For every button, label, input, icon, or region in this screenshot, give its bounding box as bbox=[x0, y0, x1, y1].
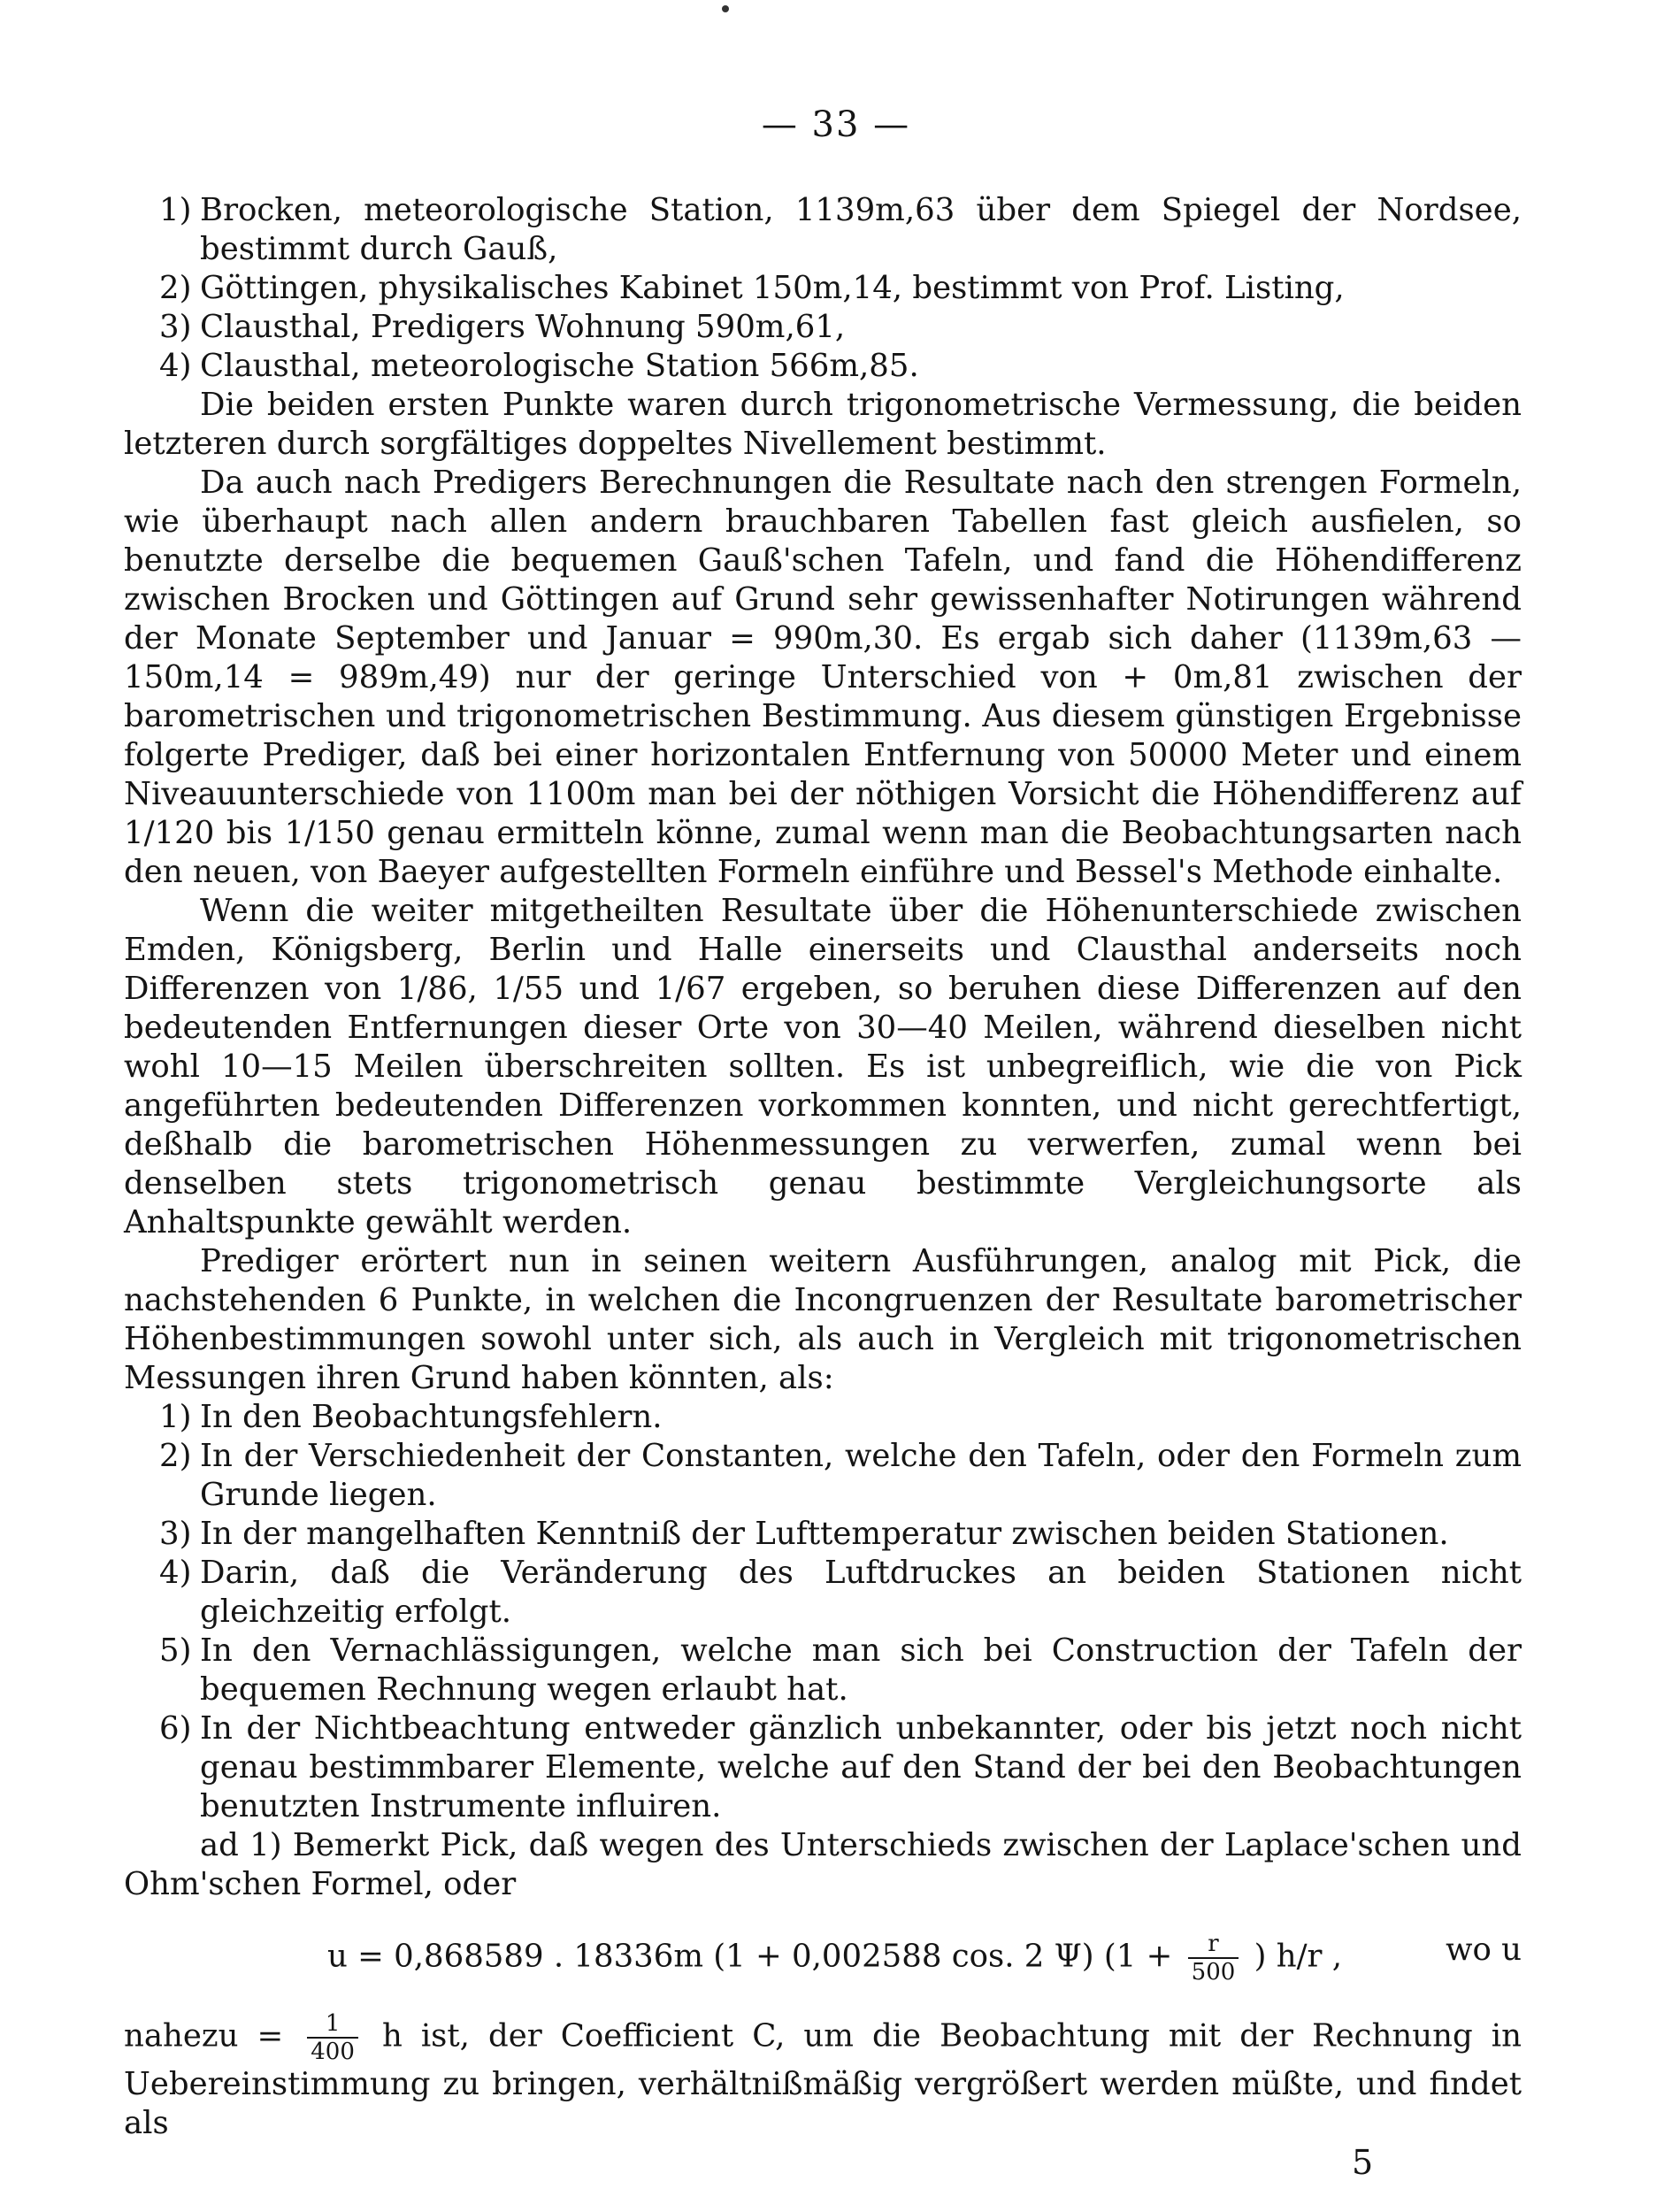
list-item bbox=[124, 347, 1522, 386]
paragraphs-a bbox=[124, 386, 1522, 1398]
list-item bbox=[124, 1709, 1522, 1826]
nearly-paragraph bbox=[124, 2010, 1522, 2143]
list-item bbox=[124, 1554, 1522, 1632]
list-item bbox=[124, 191, 1522, 269]
nearly-fraction-bottom: 400 bbox=[311, 2039, 355, 2065]
list-item bbox=[124, 1515, 1522, 1554]
list-item-text: Göttingen, physikalisches Kabinet 150m,14, bestimmt von Prof. Listing, bbox=[200, 270, 1345, 306]
list-item-text: In der Verschiedenheit der Constanten, welche den Tafeln, oder den Formeln zum Grunde liegen. bbox=[200, 1438, 1522, 1513]
page-number: — 33 — bbox=[761, 104, 911, 145]
list-item-number: 3) bbox=[159, 1516, 192, 1552]
paragraph: Da auch nach Predigers Berechnungen die Resultate nach den strengen Formeln, wie überhaupt nach allen andern brauchbaren Tabellen fast gleich ausfielen, so benutzte derselbe die bequemen Gauß'schen Tafeln, und fand die Höhendifferenz zwischen Brocken und Göttingen auf Grund sehr gewissenhafter Notirungen während der Monate September und Januar = 990m,30. Es ergab sich daher (1139m,63 — 150m,14 = 989m,49) nur der geringe Unterschied von + 0m,81 zwischen der barometrischen und trigonometrischen Bestimmung. Aus diesem günstigen Ergebnisse folgerte Prediger, daß bei einer horizontalen Entfernung von 50000 Meter und einem Niveauunterschiede von 1100m man bei der nöthigen Vorsicht die Höhendifferenz auf 1/120 bis 1/150 genau ermitteln könne, zumal wenn man die Beobachtungsarten nach den neuen, von Baeyer aufgestellten Formeln einführe und Bessel's Methode einhalte. bbox=[124, 465, 1522, 890]
formula-tail: wo u bbox=[1446, 1932, 1522, 1968]
paragraph: Wenn die weiter mitgetheilten Resultate über die Höhenunterschiede zwischen Emden, Königsberg, Berlin und Halle einerseits und Clausthal anderseits noch Differenzen von 1/86, 1/55 und 1/67 ergeben, so beruhen diese Differenzen auf den bedeutenden Entfernungen dieser Orte von 30—40 Meilen, während dieselben nicht wohl 10—15 Meilen überschreiten sollten. Es ist unbegreiflich, wie die von Pick angeführten bedeutenden Differenzen vorkommen konnten, und nicht gerechtfertigt, deßhalb die barometrischen Höhenmessungen zu verwerfen, zumal wenn bei denselben stets trigonometrisch genau bestimmte Vergleichungsorte als Anhaltspunkte gewählt werden. bbox=[124, 893, 1522, 1240]
list-item-text: In den Vernachlässigungen, welche man sich bei Construction der Tafeln der bequemen Rechnung wegen erlaubt hat. bbox=[200, 1632, 1522, 1708]
list-item-number: 3) bbox=[159, 309, 192, 345]
signature-mark: 5 bbox=[1352, 2143, 1374, 2182]
list-item-text: Brocken, meteorologische Station, 1139m,63 über dem Spiegel der Nordsee, bestimmt durch Gauß, bbox=[200, 192, 1522, 267]
ink-spot bbox=[722, 5, 729, 12]
list-item-number: 2) bbox=[159, 1438, 192, 1474]
list-item bbox=[124, 269, 1522, 308]
list-item-text: In der Nichtbeachtung entweder gänzlich unbekannter, oder bis jetzt noch nicht genau bestimmbarer Elemente, welche auf den Stand der bei den Beobachtungen benutzten Instrumente influiren. bbox=[200, 1710, 1522, 1824]
list-item-text: Clausthal, Predigers Wohnung 590m,61, bbox=[200, 309, 846, 345]
formula-fraction-top: r bbox=[1188, 1931, 1239, 1959]
list-item-text: Darin, daß die Veränderung des Luftdruckes an beiden Stationen nicht gleichzeitig erfolgt. bbox=[200, 1555, 1522, 1630]
list-item-text: In den Beobachtungsfehlern. bbox=[200, 1399, 663, 1435]
list-item-number: 1) bbox=[159, 1399, 192, 1435]
list-item bbox=[124, 1437, 1522, 1515]
paragraph-ad1: ad 1) Bemerkt Pick, daß wegen des Unterschieds zwischen der Laplace'schen und Ohm'schen Formel, oder bbox=[124, 1827, 1522, 1902]
list-item-number: 1) bbox=[159, 192, 192, 228]
nearly-before: nahezu = bbox=[124, 2017, 303, 2055]
body-text bbox=[124, 191, 1522, 2141]
list-item bbox=[124, 1632, 1522, 1709]
list-item-text: In der mangelhaften Kenntniß der Lufttemperatur zwischen beiden Stationen. bbox=[200, 1516, 1449, 1552]
causes-list bbox=[124, 1398, 1522, 1826]
list-item bbox=[124, 1398, 1522, 1437]
list-item-number: 4) bbox=[159, 348, 192, 384]
paragraph: Prediger erörtert nun in seinen weitern Ausführungen, analog mit Pick, die nachstehenden 6 Punkte, in welchen die Incongruenzen der Resultate barometrischer Höhenbestimmungen sowohl unter sich, als auch in Vergleich mit trigonometrischen Messungen ihren Grund haben könnten, als: bbox=[124, 1243, 1522, 1396]
nearly-fraction bbox=[307, 2010, 358, 2065]
formula-main bbox=[327, 1931, 1342, 1985]
formula-fraction bbox=[1188, 1931, 1239, 1985]
station-list bbox=[124, 191, 1522, 386]
list-item-number: 6) bbox=[159, 1710, 192, 1747]
list-item-text: Clausthal, meteorologische Station 566m,85. bbox=[200, 348, 919, 384]
list-item bbox=[124, 308, 1522, 347]
list-item-number: 5) bbox=[159, 1632, 192, 1669]
nearly-fraction-top: 1 bbox=[307, 2010, 358, 2039]
formula-lhs: u = 0,868589 . 18336m (1 + 0,002588 cos. 2 Ψ) (1 + bbox=[327, 1938, 1183, 1975]
list-item-number: 4) bbox=[159, 1555, 192, 1591]
nearly-line bbox=[124, 2010, 1522, 2141]
formula-fraction-bottom: 500 bbox=[1191, 1959, 1236, 1985]
nearly-after: h ist, der Coefficient C, um die Beobachtung mit der Rechnung in Uebereinstimmung zu bringen, verhältnißmäßig vergrößert werden müßte, und findet als bbox=[124, 2017, 1522, 2141]
paragraph: Die beiden ersten Punkte waren durch trigonometrische Vermessung, die beiden letzteren durch sorgfältiges doppeltes Nivellement bestimmt. bbox=[124, 387, 1522, 462]
formula-rhs: ) h/r , bbox=[1254, 1938, 1343, 1975]
formula bbox=[124, 1916, 1522, 2001]
list-item-number: 2) bbox=[159, 270, 192, 306]
